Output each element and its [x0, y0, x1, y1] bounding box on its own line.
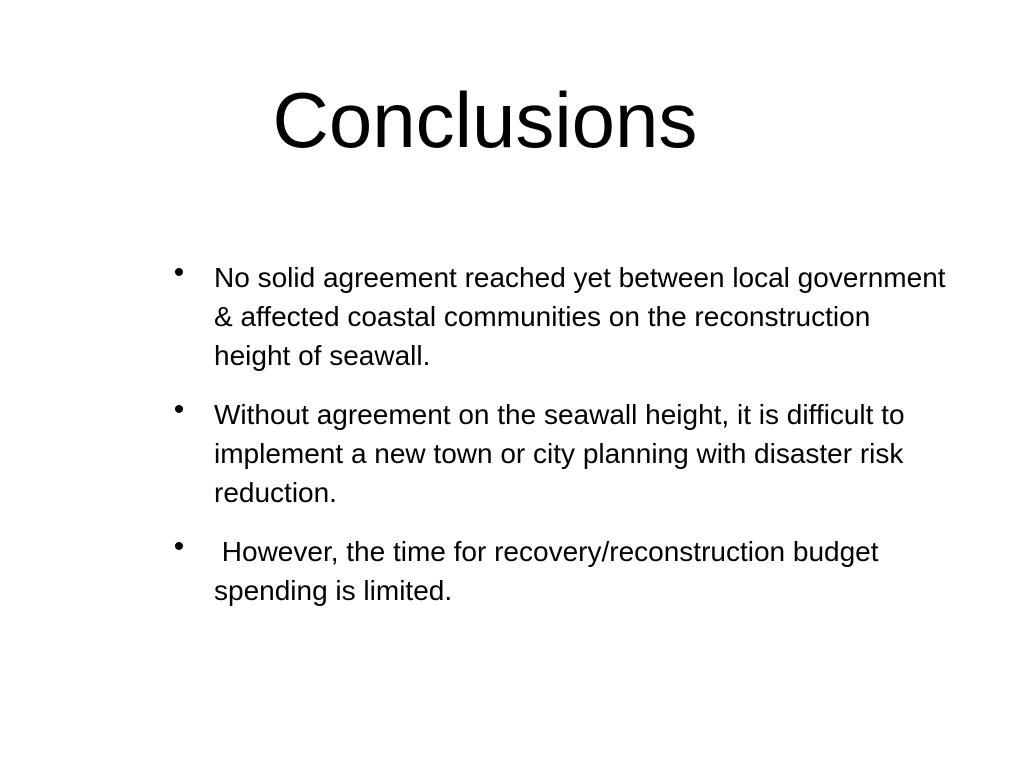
bullet-text: However, the time for recovery/reconstruction budget spending is limited.	[214, 536, 887, 606]
bullet-text: No solid agreement reached yet between local government & affected coastal communities on the reconstruction height of seawall.	[214, 262, 954, 371]
bullet-list	[168, 256, 954, 630]
bullet-dot-icon: •	[173, 256, 185, 289]
bullet-dot-icon: •	[173, 393, 185, 426]
slide-title: Conclusions	[272, 76, 698, 164]
bullet-text: Without agreement on the seawall height, it is difficult to implement a new town or city planning with disaster risk reduction.	[214, 399, 913, 508]
bullet-dot-icon: •	[173, 530, 185, 563]
bullet-item	[168, 532, 948, 610]
bullet-item	[168, 395, 948, 512]
bullet-item	[168, 256, 954, 375]
